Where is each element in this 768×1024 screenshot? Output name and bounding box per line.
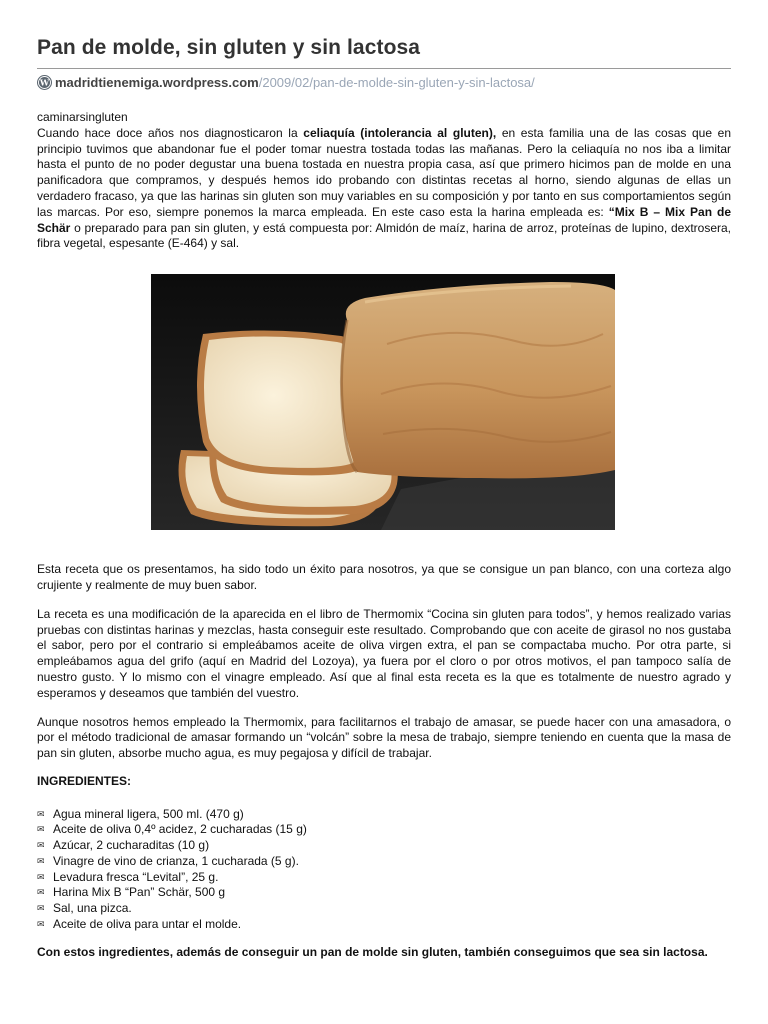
- intro-text-2: en esta familia una de las cosas que en principio tuvimos que abandonar fue el poder tomar nuestra tostada todas las mañanas. Pero la celiaquía no nos iba a limitar hasta el punto de no poder degustar una buena tostada en nuestra propia casa, así que primero hicimos pan de molde en una panificadora que compramos, y después hemos ido probando con distintas recetas al horno, siendo algunas de ellas un verdadero fracaso, ya que las harinas sin gluten son muy variables en su composición y por tanto en sus comportamientos según las marcas. Por eso, siempre ponemos la marca empleada. En este caso esta la harina empleada es:: [37, 125, 732, 219]
- bullet-icon: ✉: [37, 855, 45, 866]
- bullet-icon: ✉: [37, 918, 45, 929]
- source-line: [37, 73, 535, 91]
- bread-photo: [151, 274, 615, 530]
- bullet-icon: ✉: [37, 871, 45, 882]
- bread-loaf-image: [151, 274, 615, 530]
- wordpress-icon: [37, 75, 52, 90]
- author-name: caminarsingluten: [37, 110, 128, 124]
- intro-bold-celiaquia: celiaquía (intolerancia al gluten),: [303, 125, 497, 140]
- intro-bold-mixb: “Mix B – Mix Pan de Schär: [37, 204, 732, 235]
- ingredients-heading: INGREDIENTES:: [37, 773, 132, 788]
- ingredients-list: [37, 807, 731, 933]
- article-body: [37, 110, 731, 961]
- source-path-link[interactable]: /2009/02/pan-de-molde-sin-gluten-y-sin-lactosa/: [258, 74, 535, 90]
- bullet-icon: ✉: [37, 902, 45, 913]
- intro-text-3: o preparado para pan sin gluten, y está compuesta por: Almidón de maíz, harina de arroz, proteínas de lupino, dextrosera, fibra vegetal, espesante (E-464) y sal.: [37, 220, 731, 251]
- list-item: ✉ Harina Mix B “Pan” Schär, 500 g: [37, 885, 226, 900]
- title-divider: [37, 68, 731, 69]
- list-item: ✉ Agua mineral ligera, 500 ml. (470 g): [37, 806, 244, 821]
- intro-paragraph: [37, 126, 731, 252]
- source-domain-link[interactable]: madridtienemiga.wordpress.com: [55, 74, 259, 90]
- bullet-icon: ✉: [37, 840, 45, 851]
- list-item: ✉ Sal, una pizca.: [37, 900, 132, 915]
- bullet-icon: ✉: [37, 887, 45, 898]
- bullet-icon: ✉: [37, 824, 45, 835]
- closing-paragraph: Con estos ingredientes, además de conseguir un pan de molde sin gluten, también conseguimos que sea sin lactosa.: [37, 945, 708, 960]
- list-item: ✉ Azúcar, 2 cucharaditas (10 g): [37, 838, 210, 853]
- svg-text:W: W: [39, 77, 50, 88]
- list-item: ✉ Levadura fresca “Levital”, 25 g.: [37, 869, 219, 884]
- paragraph-2: La receta es una modificación de la aparecida en el libro de Thermomix “Cocina sin gluten para todos”, y hemos realizado varias pruebas con distintas harinas y mezclas, hasta conseguir este resultado. Comprobando que con aceite de girasol no nos gustaba el sabor, pero por el contrario si empleábamos aceite de oliva virgen extra, el pan se compactaba mucho. Por otra parte, si empleábamos agua del grifo (aquí en Madrid del Lozoya), ya fuera por el cloro o por otros motivos, el pan tampoco salía de nuestro gusto. Y lo mismo con el vinagre empleado. Así que al final esta receta es la que es totalmente de nuestro agrado y esperamos y deseamos que también del vuestro.: [37, 606, 731, 700]
- paragraph-1: Esta receta que os presentamos, ha sido todo un éxito para nosotros, ya que se consigue un pan blanco, con una corteza algo crujiente y realmente de muy buen sabor.: [37, 562, 731, 592]
- list-item: ✉ Vinagre de vino de crianza, 1 cucharada (5 g).: [37, 853, 299, 868]
- list-item: ✉ Aceite de oliva 0,4º acidez, 2 cucharadas (15 g): [37, 822, 307, 837]
- bullet-icon: ✉: [37, 808, 45, 819]
- list-item: ✉ Aceite de oliva para untar el molde.: [37, 916, 242, 931]
- paragraph-3: Aunque nosotros hemos empleado la Thermomix, para facilitarnos el trabajo de amasar, se puede hacer con una amasadora, o por el método tradicional de amasar formando un “volcán” sobre la mesa de trabajo, siempre teniendo en cuenta que la masa de pan sin gluten, absorbe mucho agua, es muy pegajosa y difícil de trabajar.: [37, 714, 731, 761]
- intro-text-1: Cuando hace doce años nos diagnosticaron la: [37, 125, 304, 140]
- page-title: Pan de molde, sin gluten y sin lactosa: [37, 36, 421, 59]
